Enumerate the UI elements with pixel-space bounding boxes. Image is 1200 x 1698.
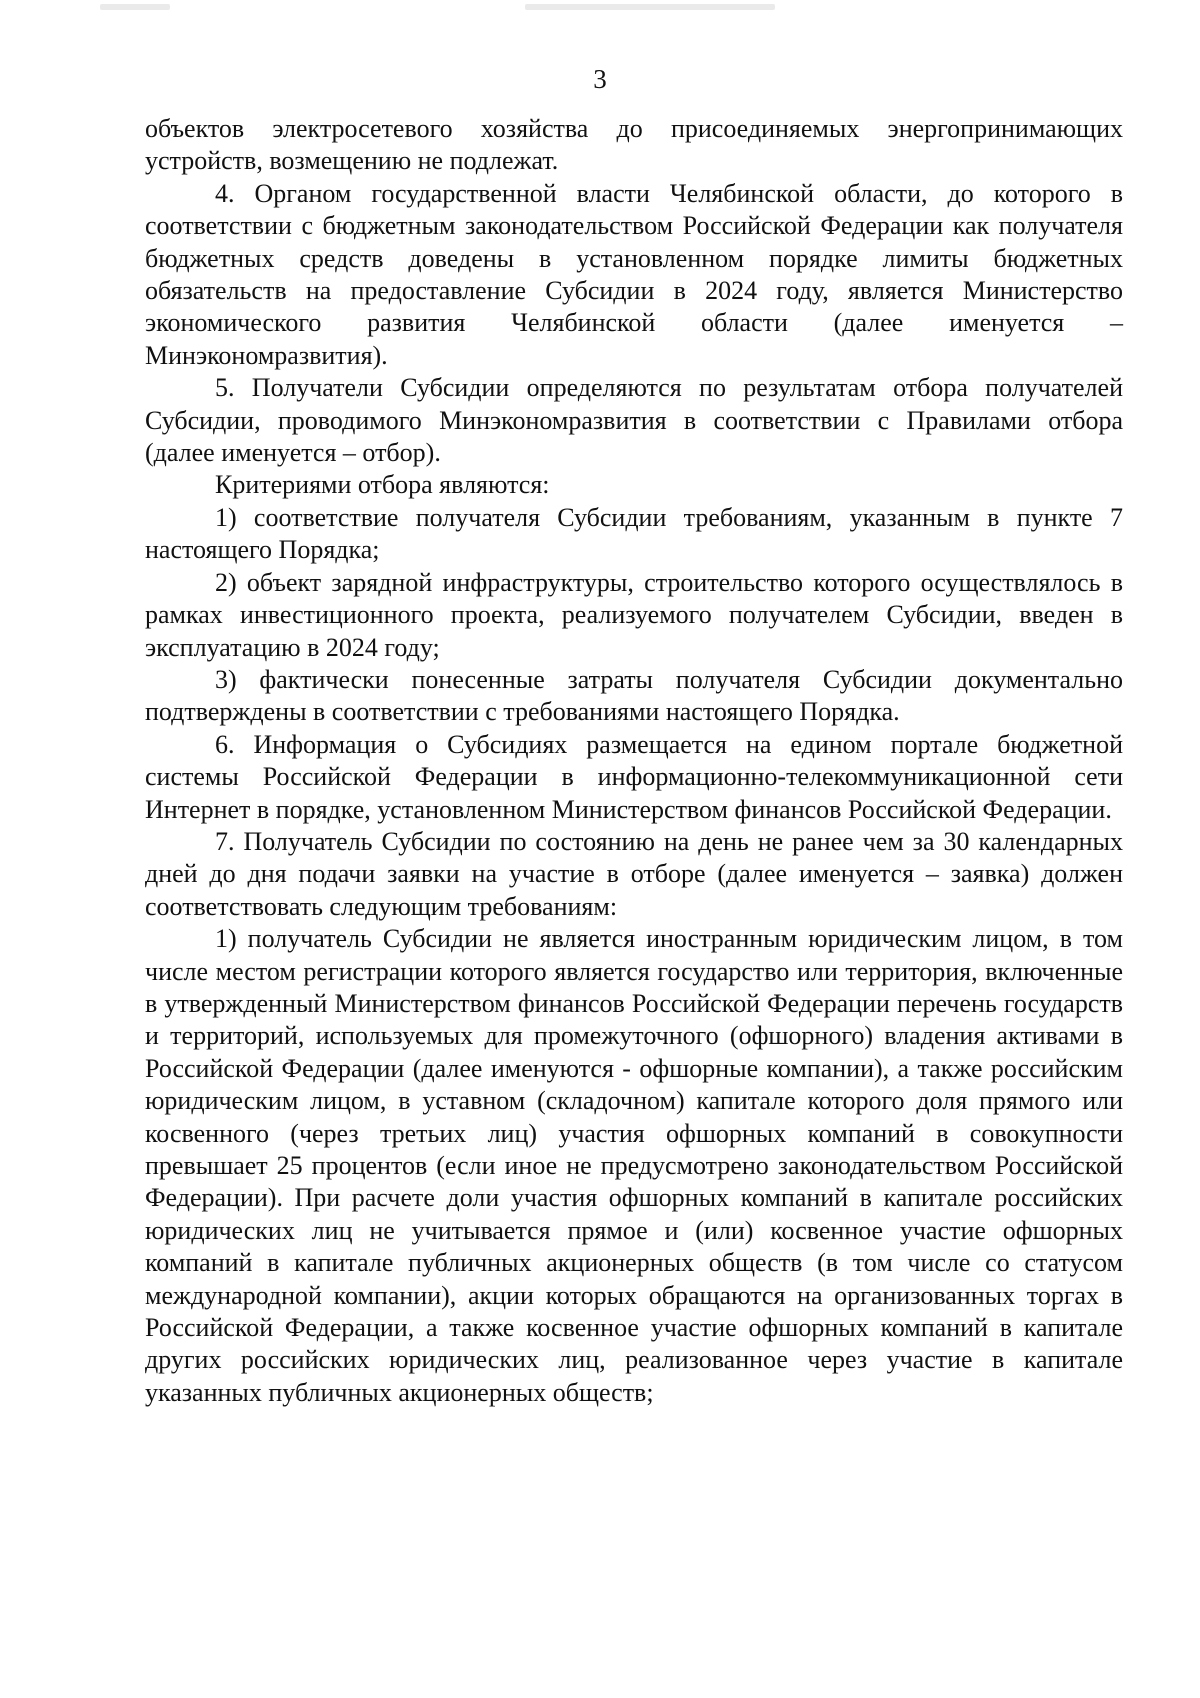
paragraph: 6. Информация о Субсидиях размещается на едином портале бюджетной системы Российской Федерации в информационно-телекоммуникационной сети Интернет в порядке, установленном Министерством финансов Российской Федерации. — [145, 729, 1123, 824]
scan-artifact — [100, 4, 170, 10]
list-item: 3) фактически понесенные затраты получателя Субсидии документально подтверждены в соответствии с требованиями настоящего Порядка. — [145, 664, 1123, 727]
paragraph: Критериями отбора являются: — [215, 470, 550, 500]
scan-artifact — [525, 4, 775, 10]
paragraph: 4. Органом государственной власти Челябинской области, до которого в соответствии с бюджетным законодательством Российской Федерации как получателя бюджетных средств доведены в установленном порядке лимиты бюджетных обязательств на предоставление Субсидии в 2024 году, является Министерство экономического развития Челябинской области (далее именуется – Минэкономразвития). — [145, 178, 1123, 370]
document-body — [145, 113, 1123, 1409]
paragraph: 7. Получатель Субсидии по состоянию на день не ранее чем за 30 календарных дней до дня подачи заявки на участие в отборе (далее именуется – заявка) должен соответствовать следующим требованиям: — [145, 826, 1123, 921]
paragraph: объектов электросетевого хозяйства до присоединяемых энергопринимающих устройств, возмещению не подлежат. — [145, 114, 1123, 176]
list-item: 2) объект зарядной инфраструктуры, строительство которого осуществлялось в рамках инвестиционного проекта, реализуемого получателем Субсидии, введен в эксплуатацию в 2024 году; — [145, 567, 1123, 662]
list-item: 1) получатель Субсидии не является иностранным юридическим лицом, в том числе местом регистрации которого является государство или территория, включенные в утвержденный Министерством финансов Российской Федерации перечень государств и территорий, используемых для промежуточного (офшорного) владения активами в Российской Федерации (далее именуются - офшорные компании), а также российским юридическим лицом, в уставном (складочном) капитале которого доля прямого или косвенного (через третьих лиц) участия офшорных компаний в совокупности превышает 25 процентов (если иное не предусмотрено законодательством Российской Федерации). При расчете доли участия офшорных компаний в капитале российских юридических лиц не учитывается прямое и (или) косвенное участие офшорных компаний в капитале публичных акционерных обществ (в том числе со статусом международной компании), акции которых обращаются на организованных торгах в Российской Федерации, а также косвенное участие офшорных компаний в капитале других российских юридических лиц, реализованное через участие в капитале указанных публичных акционерных обществ; — [145, 924, 1123, 1407]
page-number: 3 — [593, 64, 607, 94]
list-item: 1) соответствие получателя Субсидии требованиям, указанным в пункте 7 настоящего Порядка; — [145, 502, 1123, 565]
paragraph: 5. Получатели Субсидии определяются по результатам отбора получателей Субсидии, проводимого Минэкономразвития в соответствии с Правилами отбора (далее именуется – отбор). — [145, 373, 1123, 468]
